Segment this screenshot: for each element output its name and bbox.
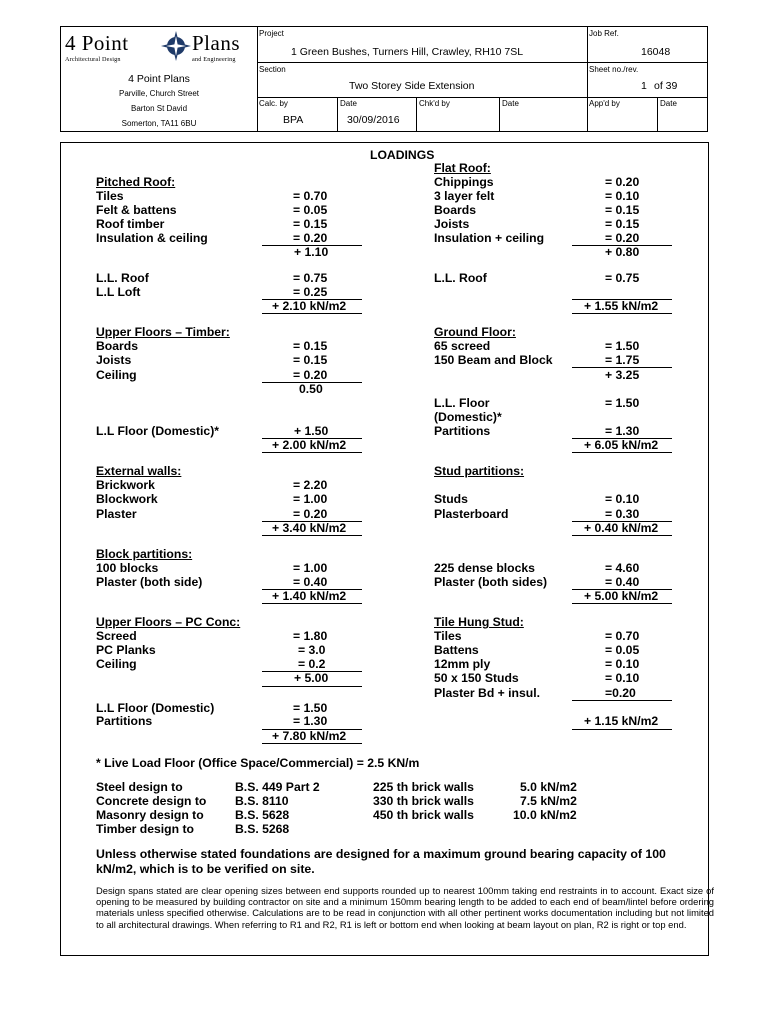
loading-value: = 0.20 <box>605 175 640 189</box>
jobref-value: 16048 <box>641 46 671 58</box>
compass-star-icon <box>161 31 191 61</box>
loading-label: Screed <box>96 629 137 643</box>
loading-label: Plaster <box>96 507 137 521</box>
sum-rule <box>572 700 672 701</box>
loading-label: Boards <box>434 203 476 217</box>
loading-label: Brickwork <box>96 478 155 492</box>
loading-value: = 1.75 <box>605 353 640 367</box>
loading-value: = 0.10 <box>605 492 640 506</box>
loading-value: = 0.05 <box>293 203 328 217</box>
loading-value: = 2.20 <box>293 478 328 492</box>
loading-label: L.L Floor (Domestic)* <box>96 424 220 438</box>
total-value: + 2.10 kN/m2 <box>272 299 347 313</box>
block-partitions-heading: Block partitions: <box>96 547 193 561</box>
address-line-2: Barton St David <box>130 104 188 113</box>
loading-label: Chippings <box>434 175 494 189</box>
design-code-label: Concrete design to <box>96 794 207 808</box>
project-label: Project <box>259 29 284 38</box>
loading-label: PC Planks <box>96 643 156 657</box>
brick-wall-value: 5.0 kN/m2 <box>520 780 577 794</box>
loading-label: 225 dense blocks <box>434 561 535 575</box>
company-name: 4 Point Plans <box>128 73 190 85</box>
loading-value: = 0.10 <box>605 189 640 203</box>
loading-label: Blockwork <box>96 492 158 506</box>
loading-label: Joists <box>96 353 132 367</box>
loading-value: = 0.15 <box>293 217 328 231</box>
sheet-number: 1 <box>641 80 647 92</box>
ground-floor-heading: Ground Floor: <box>434 325 516 339</box>
sum-rule <box>572 452 672 453</box>
sum-rule <box>572 535 672 536</box>
loading-label: 150 Beam and Block <box>434 353 553 367</box>
loading-value: = 1.50 <box>293 701 328 715</box>
loading-label: Ceiling <box>96 368 137 382</box>
loading-label: Ceiling <box>96 657 137 671</box>
loading-label: Roof timber <box>96 217 165 231</box>
loading-value: = 1.80 <box>293 629 328 643</box>
total-value: + 5.00 kN/m2 <box>584 589 659 603</box>
total-value: + 2.00 kN/m2 <box>272 438 347 452</box>
stud-partitions-heading: Stud partitions: <box>434 464 525 478</box>
loading-label: Plaster (both side) <box>96 575 203 589</box>
design-code-standard: B.S. 449 Part 2 <box>235 780 320 794</box>
date-value: 30/09/2016 <box>347 114 400 126</box>
jobref-label: Job Ref. <box>589 29 619 38</box>
sum-rule <box>262 452 362 453</box>
loading-value: = 0.70 <box>605 629 640 643</box>
loading-value: = 0.40 <box>293 575 328 589</box>
loading-value: = 0.30 <box>605 507 640 521</box>
design-code-label: Steel design to <box>96 780 183 794</box>
subtotal-value: + 5.00 <box>294 671 329 685</box>
date3-label: Date <box>660 99 677 108</box>
loading-value: = 3.0 <box>298 643 326 657</box>
sum-rule <box>262 603 362 604</box>
loading-value: = 0.75 <box>605 271 640 285</box>
loading-label: Studs <box>434 492 468 506</box>
address-line-3: Somerton, TA11 6BU <box>121 119 197 128</box>
loading-value: = 0.20 <box>293 368 328 382</box>
loading-value: = 0.15 <box>605 203 640 217</box>
calcby-value: BPA <box>283 114 304 126</box>
page-title: LOADINGS <box>370 148 435 162</box>
sum-rule <box>262 743 362 744</box>
loading-label: Insulation + ceiling <box>434 231 545 245</box>
tile-hung-stud-heading: Tile Hung Stud: <box>434 615 524 629</box>
section-label: Section <box>259 65 286 74</box>
upper-floors-pc-heading: Upper Floors – PC Conc: <box>96 615 241 629</box>
loading-value: = 0.40 <box>605 575 640 589</box>
sheet-total: of 39 <box>654 80 678 92</box>
loading-label: L.L. Roof <box>434 271 487 285</box>
loading-value: = 1.50 <box>605 339 640 353</box>
brick-wall-label: 330 th brick walls <box>373 794 474 808</box>
section-value: Two Storey Side Extension <box>349 80 475 92</box>
total-value: + 6.05 kN/m2 <box>584 438 659 452</box>
sum-rule <box>572 603 672 604</box>
loading-label: 100 blocks <box>96 561 159 575</box>
loading-value: = 0.15 <box>605 217 640 231</box>
title-block <box>60 26 708 132</box>
loading-label: Boards <box>96 339 138 353</box>
loading-label: Plasterboard <box>434 507 509 521</box>
total-value: + 3.40 kN/m2 <box>272 521 347 535</box>
loading-value: = 0.70 <box>293 189 328 203</box>
subtotal-value: + 3.25 <box>605 368 640 382</box>
loading-label: Felt & battens <box>96 203 177 217</box>
total-value: + 7.80 kN/m2 <box>272 729 347 743</box>
loading-value: = 0.2 <box>298 657 326 671</box>
loading-label: Insulation & ceiling <box>96 231 208 245</box>
pitched-roof-heading: Pitched Roof: <box>96 175 176 189</box>
loading-label: Tiles <box>96 189 124 203</box>
brick-wall-label: 450 th brick walls <box>373 808 474 822</box>
loading-label: L.L Loft <box>96 285 141 299</box>
loading-value: = 0.15 <box>293 339 328 353</box>
subtotal-value: + 1.10 <box>294 245 329 259</box>
loading-label: Plaster Bd + insul. <box>434 686 540 700</box>
loading-label: Tiles <box>434 629 462 643</box>
project-value: 1 Green Bushes, Turners Hill, Crawley, RH10 7SL <box>291 46 524 58</box>
date-label: Date <box>340 99 357 108</box>
brick-wall-value: 10.0 kN/m2 <box>513 808 577 822</box>
sum-rule <box>262 313 362 314</box>
loading-label: L.L. Floor <box>434 396 490 410</box>
design-code-standard: B.S. 5628 <box>235 808 290 822</box>
external-walls-heading: External walls: <box>96 464 182 478</box>
total-value: + 1.40 kN/m2 <box>272 589 347 603</box>
loading-value: = 1.50 <box>605 396 640 410</box>
loading-value: = 0.10 <box>605 657 640 671</box>
loading-value: = 0.75 <box>293 271 328 285</box>
design-code-label: Masonry design to <box>96 808 204 822</box>
loading-label: 50 x 150 Studs <box>434 671 519 685</box>
loading-value: = 1.00 <box>293 492 328 506</box>
flat-roof-heading: Flat Roof: <box>434 161 491 175</box>
sheet-label: Sheet no./rev. <box>589 65 639 74</box>
loading-value: = 0.20 <box>293 231 328 245</box>
checked-by-label: Chk'd by <box>419 99 450 108</box>
total-value: + 0.40 kN/m2 <box>584 521 659 535</box>
loading-value: = 1.30 <box>605 424 640 438</box>
loading-value: = 0.10 <box>605 671 640 685</box>
design-code-standard: B.S. 8110 <box>235 794 289 808</box>
loading-value: = 1.30 <box>293 714 328 728</box>
loading-label: 65 screed <box>434 339 491 353</box>
logo-subtitle-left: Architectural Design <box>65 56 121 63</box>
loading-label: 12mm ply <box>434 657 491 671</box>
sum-rule <box>262 535 362 536</box>
address-line-1: Parville, Church Street <box>118 89 200 98</box>
loading-value: =0.20 <box>605 686 636 700</box>
brick-wall-label: 225 th brick walls <box>373 780 474 794</box>
brick-wall-value: 7.5 kN/m2 <box>520 794 577 808</box>
foundation-note: Unless otherwise stated foundations are designed for a maximum ground bearing capacity of 100 kN/m2, which is to be verified on site. <box>96 847 666 876</box>
loading-value: = 0.20 <box>605 231 640 245</box>
design-code-standard: B.S. 5268 <box>235 822 290 836</box>
live-load-note: * Live Load Floor (Office Space/Commercial) = 2.5 KN/m <box>96 756 420 770</box>
loading-value: = 4.60 <box>605 561 640 575</box>
upper-floors-timber-heading: Upper Floors – Timber: <box>96 325 230 339</box>
loading-label: L.L. Roof <box>96 271 149 285</box>
sum-rule <box>262 686 362 687</box>
calcby-label: Calc. by <box>259 99 288 108</box>
loading-label: Partitions <box>434 424 491 438</box>
sum-rule <box>572 729 672 730</box>
design-code-label: Timber design to <box>96 822 194 836</box>
total-value: + 1.15 kN/m2 <box>584 714 659 728</box>
loading-label: Plaster (both sides) <box>434 575 548 589</box>
loading-label: Partitions <box>96 714 153 728</box>
logo-text-left: 4 Point <box>65 31 129 55</box>
loading-label: (Domestic)* <box>434 410 502 424</box>
sum-rule <box>572 313 672 314</box>
loading-label: 3 layer felt <box>434 189 495 203</box>
date2-label: Date <box>502 99 519 108</box>
loading-label: Joists <box>434 217 470 231</box>
loading-label: L.L Floor (Domestic) <box>96 701 215 715</box>
loading-value: = 0.20 <box>293 507 328 521</box>
total-value: + 1.55 kN/m2 <box>584 299 659 313</box>
approved-by-label: App'd by <box>589 99 620 108</box>
logo-subtitle-right: and Engineering <box>192 56 236 63</box>
design-spans-note: Design spans stated are clear opening sizes between end supports rounded up to nearest 100mm taking end restraints in to account. Exact size of opening to be measured by building contractor on site and a minimum 150mm bearing length to be added to each end of beam/lintel before ordering materials unless specified otherwise. Calculations are to be read in conjunction with all other pertinent works documentation including but not limited to all architectural drawings. When referring to R1 and R2, R1 is left or bottom end when looking at beam layout on plan, R2 is right or top end. <box>96 885 714 930</box>
loading-label: Battens <box>434 643 479 657</box>
subtotal-value: + 0.80 <box>605 245 640 259</box>
loading-value: = 1.00 <box>293 561 328 575</box>
subtotal-value: 0.50 <box>299 382 323 396</box>
loading-value: + 1.50 <box>294 424 329 438</box>
loading-value: = 0.25 <box>293 285 328 299</box>
loading-value: = 0.05 <box>605 643 640 657</box>
loading-value: = 0.15 <box>293 353 328 367</box>
logo-text-right: Plans <box>192 31 241 55</box>
